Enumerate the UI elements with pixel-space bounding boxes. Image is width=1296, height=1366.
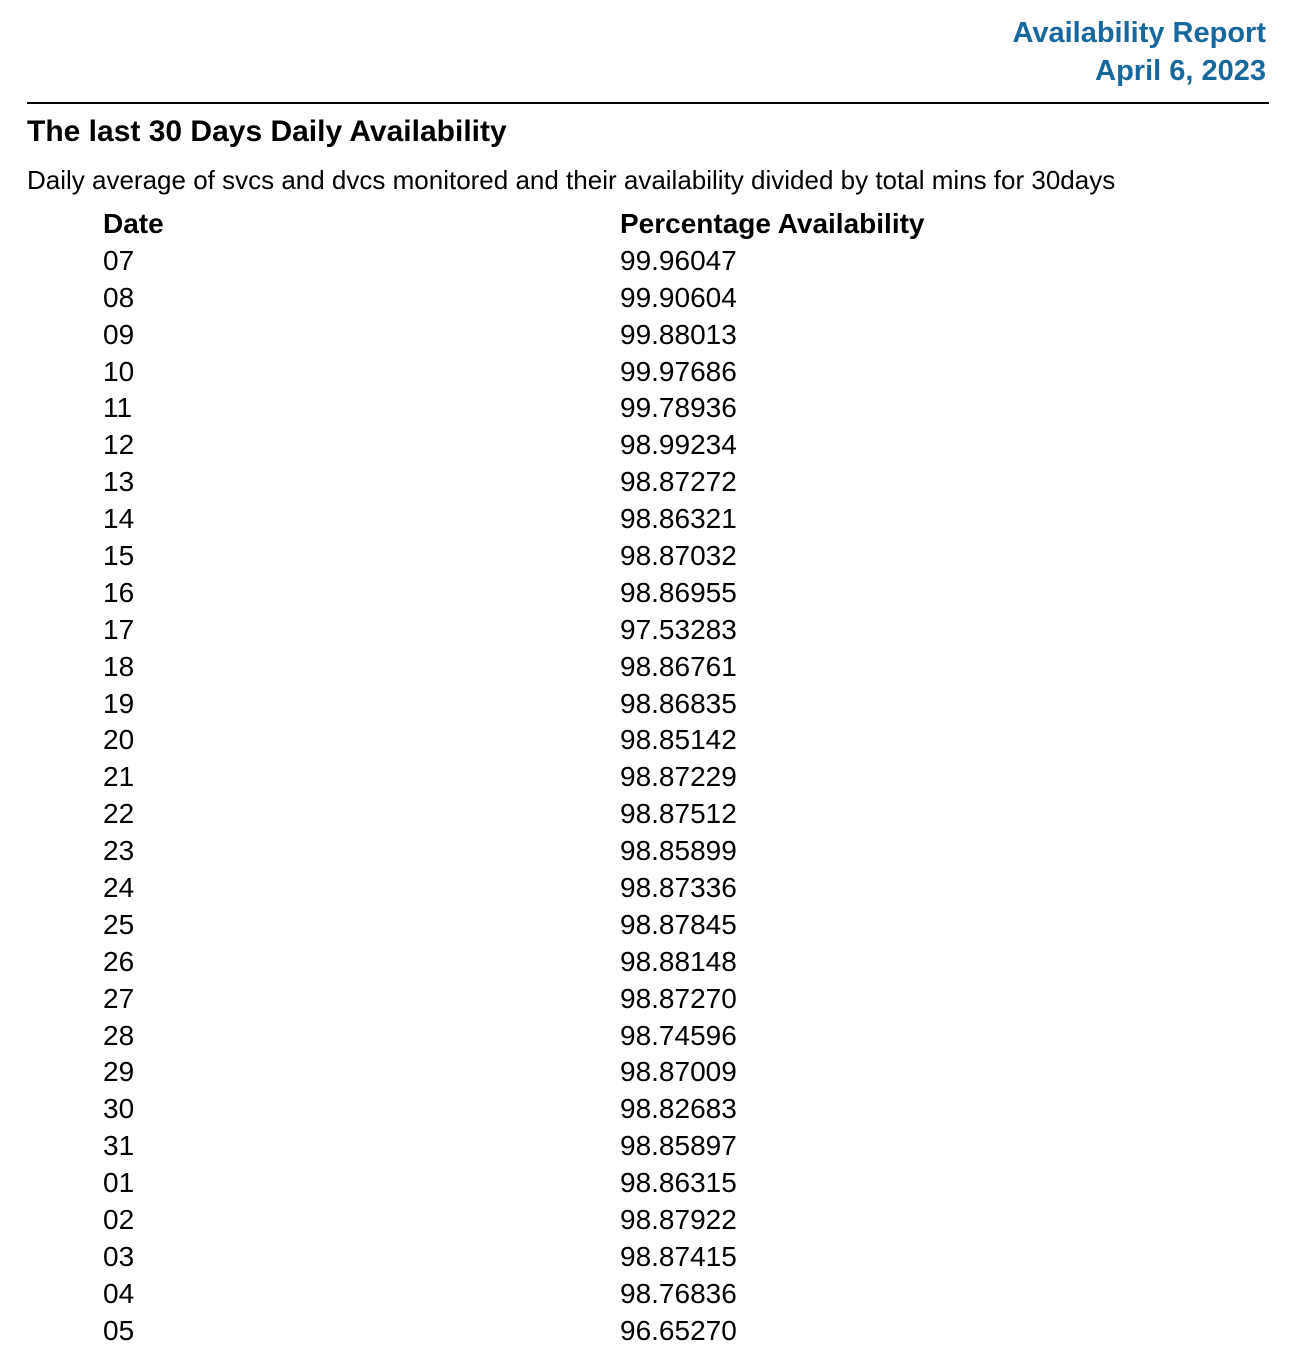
table-row [0,1165,1296,1202]
table-row [0,1128,1296,1165]
date-cell: 22 [103,798,135,830]
date-cell: 15 [103,540,135,572]
table-row [0,1313,1296,1350]
table-row [0,1091,1296,1128]
section-heading: The last 30 Days Daily Availability [27,115,507,148]
date-cell: 11 [103,392,133,424]
value-cell: 98.86315 [620,1167,737,1199]
value-cell: 98.87415 [620,1240,737,1272]
value-cell: 98.87272 [620,466,737,498]
table-row [0,1202,1296,1239]
value-cell: 98.86835 [620,687,737,719]
date-cell: 31 [103,1130,135,1162]
value-cell: 99.96047 [620,244,737,276]
value-cell: 98.87270 [620,982,737,1014]
date-cell: 05 [103,1314,135,1346]
value-cell: 98.86321 [620,503,737,535]
date-cell: 29 [103,1056,135,1088]
table-row [0,796,1296,833]
table-row [0,870,1296,907]
date-cell: 04 [103,1277,135,1309]
value-cell: 99.88013 [620,318,737,350]
date-cell: 18 [103,650,135,682]
value-cell: 98.74596 [620,1019,737,1051]
report-header [0,0,1296,90]
table-row [0,944,1296,981]
table-row [0,649,1296,686]
value-cell: 98.85897 [620,1130,737,1162]
table-row [0,1276,1296,1313]
value-cell: 96.65270 [620,1314,737,1346]
section-subtitle: Daily average of svcs and dvcs monitored and their availability divided by total mins for 30days [27,165,1116,195]
date-cell: 30 [103,1093,135,1125]
table-row [0,1054,1296,1091]
table-row [0,390,1296,427]
table-row [0,501,1296,538]
table-row [0,907,1296,944]
table-row [0,464,1296,501]
table-row [0,981,1296,1018]
value-cell: 98.87512 [620,798,737,830]
table-row [0,575,1296,612]
value-cell: 99.78936 [620,392,737,424]
date-cell: 21 [103,761,135,793]
table-row [0,280,1296,317]
divider [27,102,1269,104]
table-row [0,686,1296,723]
availability-table [0,206,1296,1350]
date-cell: 12 [103,429,135,461]
date-cell: 26 [103,945,135,977]
date-cell: 16 [103,576,135,608]
column-header-percentage: Percentage Availability [620,208,925,239]
date-cell: 07 [103,244,135,276]
date-cell: 19 [103,687,135,719]
table-body [0,243,1296,1350]
value-cell: 98.86955 [620,576,737,608]
table-row [0,538,1296,575]
value-cell: 98.82683 [620,1093,737,1125]
value-cell: 98.86761 [620,650,737,682]
value-cell: 98.85142 [620,724,737,756]
value-cell: 97.53283 [620,613,737,645]
date-cell: 23 [103,835,135,867]
table-row [0,354,1296,391]
date-cell: 08 [103,281,135,313]
value-cell: 99.97686 [620,355,737,387]
value-cell: 98.87845 [620,908,737,940]
value-cell: 98.87922 [620,1204,737,1236]
date-cell: 14 [103,503,135,535]
date-cell: 01 [103,1167,135,1199]
table-header-row [0,206,1296,243]
table-row [0,243,1296,280]
report-title: Availability Report [1012,17,1266,49]
date-cell: 17 [103,613,135,645]
table-row [0,1018,1296,1055]
table-row [0,317,1296,354]
date-cell: 27 [103,982,135,1014]
column-header-date: Date [103,208,164,239]
table-row [0,759,1296,796]
value-cell: 98.85899 [620,835,737,867]
value-cell: 98.76836 [620,1277,737,1309]
date-cell: 20 [103,724,135,756]
table-row [0,833,1296,870]
value-cell: 99.90604 [620,281,737,313]
value-cell: 98.87336 [620,872,737,904]
date-cell: 09 [103,318,135,350]
date-cell: 10 [103,355,135,387]
value-cell: 98.99234 [620,429,737,461]
date-cell: 13 [103,466,135,498]
table-row [0,612,1296,649]
value-cell: 98.87032 [620,540,737,572]
table-row [0,427,1296,464]
table-row [0,1239,1296,1276]
date-cell: 03 [103,1240,135,1272]
table-row [0,722,1296,759]
date-cell: 25 [103,908,135,940]
date-cell: 24 [103,872,135,904]
report-date: April 6, 2023 [1095,55,1266,87]
value-cell: 98.87009 [620,1056,737,1088]
date-cell: 28 [103,1019,135,1051]
value-cell: 98.87229 [620,761,737,793]
date-cell: 02 [103,1204,135,1236]
value-cell: 98.88148 [620,945,737,977]
